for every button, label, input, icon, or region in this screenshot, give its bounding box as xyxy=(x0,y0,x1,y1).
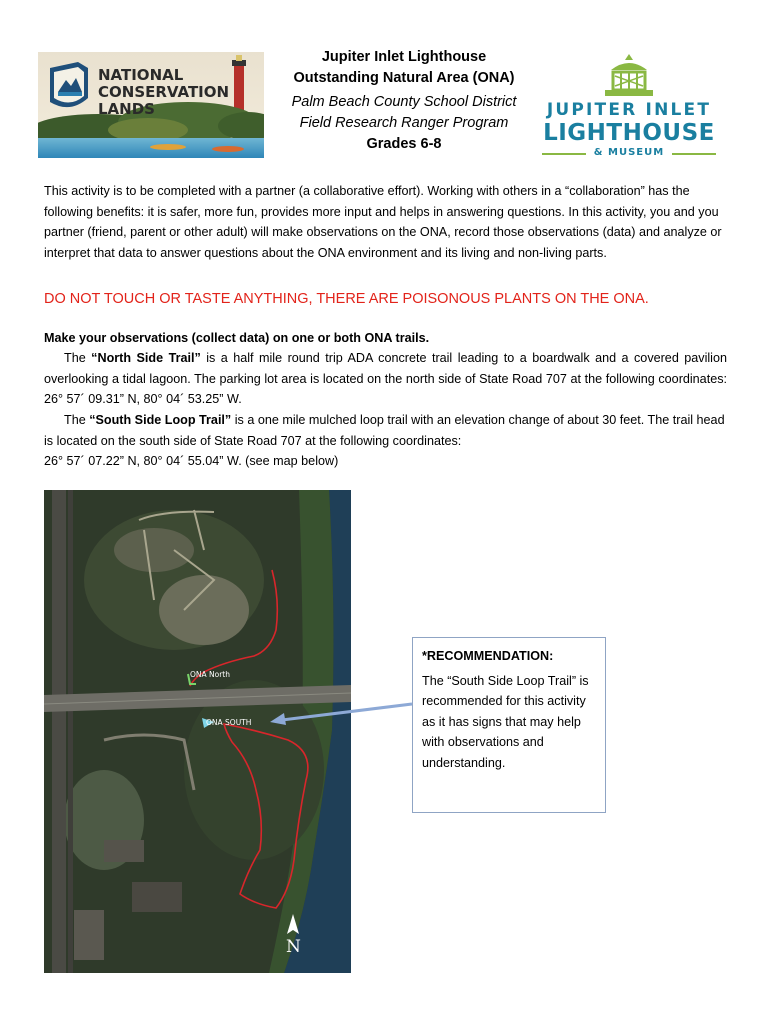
ncl-text-line1: NATIONAL xyxy=(98,66,184,84)
jupiter-inlet-lighthouse-logo xyxy=(536,54,722,164)
north-trail-name: “North Side Trail” xyxy=(91,351,201,365)
ona-north-label: ONA North xyxy=(190,670,231,679)
south-trail-coordinates: 26° 57´ 07.22” N, 80° 04´ 55.04” W. (see map below) xyxy=(44,454,339,469)
lighthouse-lantern-icon xyxy=(601,54,657,100)
jil-logo-line3: & MUSEUM xyxy=(593,147,665,158)
callout-arrow-icon xyxy=(268,700,414,726)
intro-paragraph: This activity is to be completed with a partner (a collaborative effort). Working with others in a “collaboration” has the following benefits: it is safer, more fun, provides more input and helps in answering questions. In this activity, you and you partner (friend, parent or other adult) will make observations on the ONA, record those observations (data) and analyze or interpret that data to answer questions about the ONA environment and its living and non-living parts. xyxy=(44,184,722,260)
compass-north-label: N xyxy=(286,937,301,957)
trail-satellite-map xyxy=(44,490,351,973)
recommendation-heading: *RECOMMENDATION: xyxy=(422,649,554,663)
north-trail-paragraph: The “North Side Trail” is a half mile round trip ADA concrete trail leading to a boardwalk and a covered pavilion overlooking a tidal lagoon. The parking lot area is located on the north side of State Road 707 at the following coordinates: 26° 57´ 09.31” N, 80° 04´ 53.25” W. xyxy=(44,351,727,407)
subtitle-line-2: Field Research Ranger Program xyxy=(299,115,509,131)
grades-label: Grades 6-8 xyxy=(366,136,442,152)
jil-logo-line1: JUPITER INLET xyxy=(546,100,712,120)
ona-south-label: ONA SOUTH xyxy=(206,718,252,727)
safety-warning: DO NOT TOUCH OR TASTE ANYTHING, THERE ARE POISONOUS PLANTS ON THE ONA. xyxy=(44,291,649,307)
title-line-2: Outstanding Natural Area (ONA) xyxy=(293,70,515,86)
recommendation-text: The “South Side Loop Trail” is recommended for this activity as it has signs that may help with observations and understanding. xyxy=(422,673,589,770)
observations-heading: Make your observations (collect data) on one or both ONA trails. xyxy=(44,331,430,345)
ncl-text-line2: CONSERVATION xyxy=(98,83,230,101)
south-trail-paragraph: The “South Side Loop Trail” is a one mile mulched loop trail with an elevation change of about 30 feet. The trail head is located on the south side of State Road 707 at the following coordinates: 26° 57´ 07.22” N, 80° 04´ 55.04” W. (see map below) xyxy=(44,413,725,469)
south-trail-name: “South Side Loop Trail” xyxy=(89,413,232,427)
recommendation-callout xyxy=(412,637,606,813)
ncl-text-line3: LANDS xyxy=(98,100,155,118)
national-conservation-lands-logo xyxy=(38,52,264,158)
jil-logo-line2: LIGHTHOUSE xyxy=(543,120,715,146)
subtitle-line-1: Palm Beach County School District xyxy=(291,94,517,110)
document-header xyxy=(270,47,538,155)
title-line-1: Jupiter Inlet Lighthouse xyxy=(321,49,487,65)
